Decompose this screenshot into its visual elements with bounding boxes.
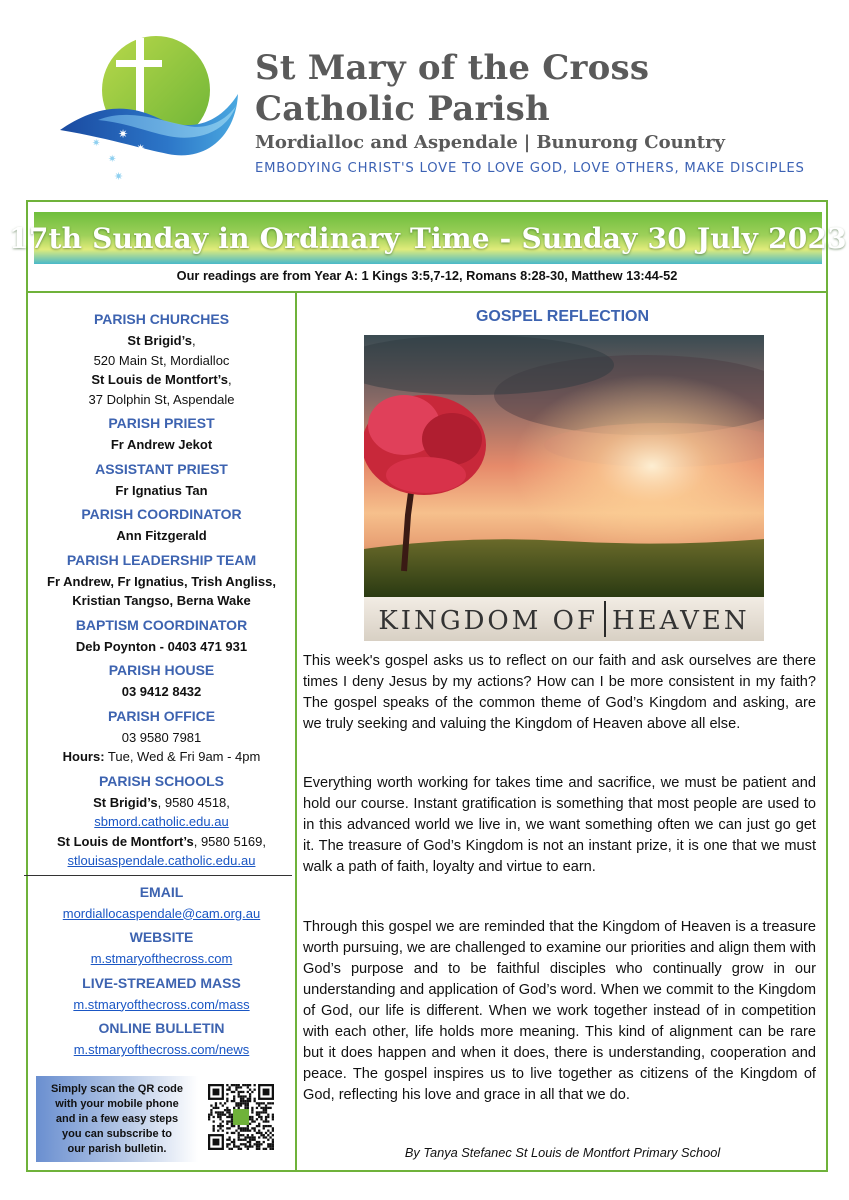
school-2-phone: , 9580 5169, — [193, 833, 267, 849]
title-banner — [9, 212, 847, 264]
gospel-byline: By Tanya Stefanec St Louis de Montfort Primary School — [404, 1145, 721, 1160]
image-caption-right: HEAVEN — [612, 606, 750, 636]
church-1-comma: , — [191, 333, 196, 348]
sidebar-divider — [24, 875, 292, 876]
qr-line-3: and in a few easy steps — [55, 1113, 179, 1125]
column-divider — [295, 293, 297, 1172]
qr-line-5: our parish bulletin. — [67, 1143, 167, 1155]
church-2-name: St Louis de Montfort’s — [91, 372, 229, 387]
readings-line: Our readings are from Year A: 1 Kings 3:5,7-12, Romans 8:28-30, Matthew 13:44-52 — [176, 268, 678, 283]
church-2-comma: , — [228, 372, 232, 387]
leadership-line-1: Fr Andrew, Fr Ignatius, Trish Angliss, — [47, 573, 276, 589]
baptism-contact: Deb Poynton - 0403 471 931 — [75, 638, 248, 654]
school-1 — [28, 793, 295, 813]
house-heading: PARISH HOUSE — [108, 662, 215, 678]
school-2-website-link[interactable]: stlouisaspendale.catholic.edu.au — [67, 853, 256, 868]
parish-logo — [58, 34, 240, 184]
kingdom-of-heaven-image — [364, 335, 764, 641]
title-line-1: St Mary of the Cross — [255, 48, 650, 88]
website-link[interactable]: m.stmaryofthecross.com — [90, 951, 233, 966]
qr-line-1: Simply scan the QR code — [50, 1083, 184, 1095]
website-heading: WEBSITE — [129, 929, 194, 945]
school-2-name: St Louis de Montfort’s — [56, 833, 194, 849]
gospel-paragraph-2: Everything worth working for takes time and sacrifice, we must be patient and hold our course. Instant gratification is something that most people are used to in this advanced world we live in, we want something often we can just go get it. The treasure of God’s Kingdom is not an instant prize, it is one that we must walk a path of faith, loyalty and virtue to earn. — [303, 775, 816, 875]
assistant-heading: ASSISTANT PRIEST — [95, 460, 228, 477]
school-1-phone: , 9580 4518, — [157, 794, 230, 810]
priest-name: Fr Andrew Jekot — [110, 437, 213, 452]
church-2 — [28, 370, 295, 390]
gospel-heading: GOSPEL REFLECTION — [475, 308, 650, 325]
leadership-heading: PARISH LEADERSHIP TEAM — [66, 551, 257, 568]
svg-text:✷: ✷ — [108, 154, 117, 165]
office-heading: PARISH OFFICE — [107, 707, 216, 724]
qr-line-4: you can subscribe to — [61, 1128, 173, 1140]
priest-heading: PARISH PRIEST — [108, 415, 215, 431]
svg-text:✷: ✷ — [118, 127, 129, 141]
bulletin-heading: ONLINE BULLETIN — [98, 1020, 225, 1036]
bulletin-link[interactable]: m.stmaryofthecross.com/news — [73, 1042, 250, 1057]
gospel-paragraph-1: This week's gospel asks us to reflect on our faith and ask ourselves are there times I deny Jesus by my actions? How can I be more consistent in my faith? The gospel speaks of the common theme of God’s Kingdom and asking, are we truly seeking and valuing the Kingdom of Heaven above all else. — [303, 653, 816, 732]
hours-label: Hours: — [62, 749, 105, 764]
svg-text:✷: ✷ — [114, 170, 124, 183]
qr-instructions-box — [36, 1076, 198, 1162]
office-phone: 03 9580 7981 — [121, 729, 202, 745]
subtitle-location: Mordialloc and Aspendale — [255, 132, 518, 153]
parish-subtitle — [255, 132, 725, 153]
leadership-line-2: Kristian Tangso, Berna Wake — [72, 593, 251, 608]
email-link[interactable]: mordiallocaspendale@cam.org.au — [62, 905, 261, 921]
church-1 — [28, 331, 295, 351]
baptism-heading: BAPTISM COORDINATOR — [75, 616, 248, 633]
church-2-address: 37 Dolphin St, Aspendale — [88, 391, 235, 407]
church-1-address: 520 Main St, Mordialloc — [93, 352, 230, 368]
gospel-paragraph-3: Through this gospel we are reminded that the Kingdom of Heaven is a treasure worth pursuing, we are challenged to examine our priorities and align them with God’s purpose and to be faithful disciples who continually grow in our understanding and application of God’s word. When we commit to the Kingdom of God, our life is different. When we work together instead of in competition with each other, life holds more meaning. This kind of alignment can be rare but it does happen and when it does, there is understanding, cooperation and peace. The gospel inspires us to live together as citizens of the Kingdom of God, reflecting his love and grace in all that we do. — [303, 919, 816, 1103]
assistant-name: Fr Ignatius Tan — [115, 482, 208, 498]
hours-value: Tue, Wed & Fri 9am - 4pm — [104, 749, 261, 764]
sidebar — [28, 293, 295, 1060]
coordinator-heading: PARISH COORDINATOR — [81, 506, 242, 522]
title-line-2: Catholic Parish — [255, 89, 550, 129]
churches-heading: PARISH CHURCHES — [93, 311, 230, 327]
banner-title: 17th Sunday in Ordinary Time - Sunday 30 July 2023 — [9, 221, 847, 255]
qr-line-2: with your mobile phone — [55, 1098, 179, 1110]
schools-heading: PARISH SCHOOLS — [99, 772, 224, 789]
email-heading: EMAIL — [139, 883, 184, 900]
qr-code[interactable] — [208, 1084, 274, 1150]
school-1-website-link[interactable]: sbmord.catholic.edu.au — [94, 814, 229, 829]
parish-title — [255, 48, 649, 130]
image-caption-left: KINGDOM OF — [378, 606, 598, 636]
office-hours — [28, 747, 295, 767]
svg-text:✷: ✷ — [92, 138, 101, 149]
coordinator-name: Ann Fitzgerald — [116, 528, 207, 543]
school-1-name: St Brigid’s — [93, 794, 158, 810]
bulletin-frame — [9, 200, 847, 1172]
school-2 — [28, 832, 295, 852]
subtitle-country: Bunurong Country — [536, 132, 726, 153]
stream-link[interactable]: m.stmaryofthecross.com/mass — [73, 996, 250, 1012]
stream-heading: LIVE-STREAMED MASS — [82, 974, 241, 991]
subtitle-separator: | — [523, 132, 531, 153]
church-1-name: St Brigid’s — [127, 333, 192, 348]
parish-tagline: EMBODYING CHRIST'S LOVE TO LOVE GOD, LOVE OTHERS, MAKE DISCIPLES — [255, 161, 805, 176]
house-phone: 03 9412 8432 — [121, 684, 202, 699]
svg-text:✷: ✷ — [136, 142, 146, 155]
qr-instructions — [36, 1082, 198, 1157]
